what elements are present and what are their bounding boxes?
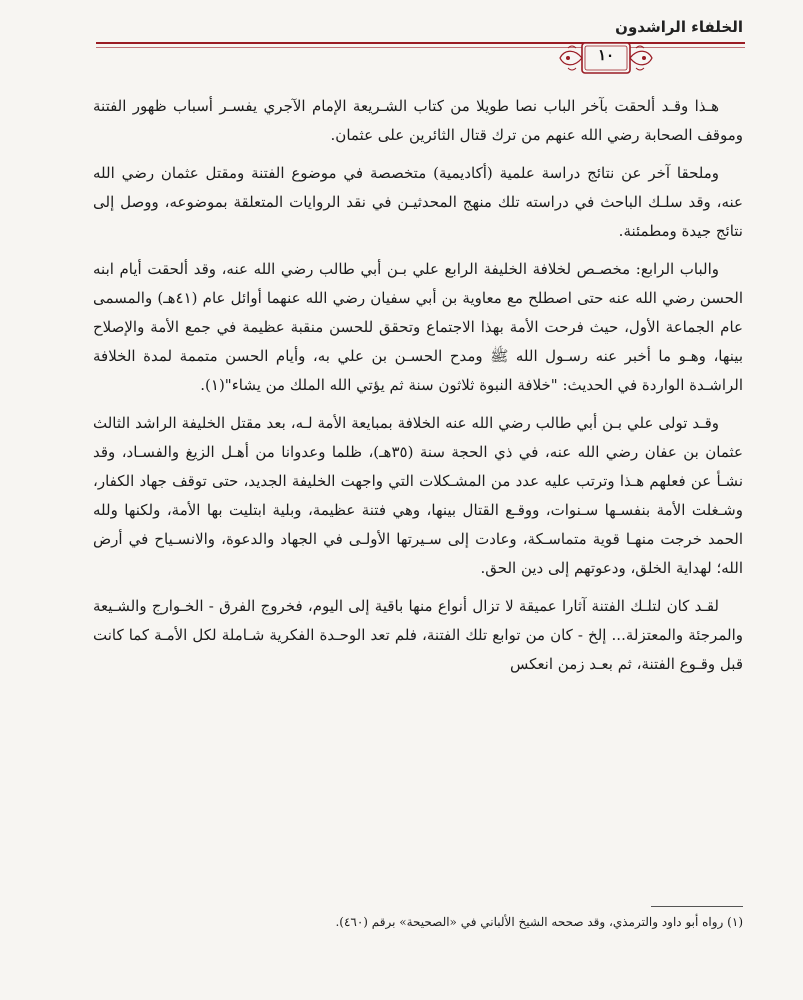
footnote-separator <box>651 906 743 907</box>
paragraph: والباب الرابع: مخصـص لخلافة الخليفة الرابع علي بـن أبي طالب رضي الله عنه، وقد ألحقت أيام ابنه الحسن رضي الله عنه حتى اصطلح مع معاوية بن أبي سفيان رضي الله عنهما أوائل عام (٤١هـ) والمسمى عام الجماعة الأول، حيث فرحت الأمة بهذا الاجتماع وتحقق للحسن منقبة عظيمة في جمع الأمة والإصلاح بينها، وهـو ما أخبر عنه رسـول الله ﷺ ومدح الحسـن بن علي به، وأيام الحسن متممة لمدة الخلافة الراشـدة الواردة في الحديث: "خلافة النبوة ثلاثون سنة ثم يؤتي الله الملك من يشاء"(١). <box>93 260 743 394</box>
paragraph: وملحقا آخر عن نتائج دراسة علمية (أكاديمية) متخصصة في موضوع الفتنة ومقتل عثمان رضي الله عنه، وقد سلـك الباحث في دراسته تلك منهج المحدثيـن في نقد الروايات المتعلقة بموضوعه، ووصل إلى نتائج جيدة ومطمئنة. <box>93 164 743 240</box>
footnote: (١) رواه أبو داود والترمذي، وقد صححه الشيخ الألباني في «الصحيحة» برقم (٤٦٠). <box>335 915 743 929</box>
page-number: ١٠ <box>597 46 615 64</box>
running-header-title: الخلفاء الراشدون <box>615 18 743 36</box>
paragraph: هـذا وقـد ألحقت بآخر الباب نصا طويلا من كتاب الشـريعة الإمام الآجري يفسـر أسباب ظهور الفتنة وموقف الصحابة رضي الله عنهم من ترك قتال الثائرين على عثمان. <box>93 97 743 144</box>
paragraph: وقـد تولى علي بـن أبي طالب رضي الله عنه الخلافة بمبايعة الأمة لـه، بعد مقتل الخليفة الراشد الثالث عثمان بن عفان رضي الله عنه، في ذي الحجة سنة (٣٥هـ)، ظلما وعدوانا من أهـل الزيغ والفسـاد، وقد نشـأ عن فعلهم هـذا وترتب عليه عدد من المشـكلات التي واجهت الخليفة الجديد، حتى توقف جهاد الكفار، وشـغلت الأمة بنفسـها سـنوات، ووقـع القتال بينها، وهي فتنة عظيمة، وبلية ابتليت بها الأمة، ولكنها ولله الحمد خرجت منهـا قوية متماسـكة، وعادت إلى سـيرتها الأولـى في الجهاد والدعوة، والانسـياح في أرض الله؛ لهداية الخلق، ودعوتهم إلى دين الحق. <box>93 414 743 577</box>
paragraph: لقـد كان لتلـك الفتنة آثارا عميقة لا تزال أنواع منها باقية إلى اليوم، فخروج الفرق - الخـوارج والشـيعة والمرجئة والمعتزلة... إلخ - كان من توابع تلك الفتنة، فلم تعد الوحـدة الفكرية شـاملة لكل الأمـة كما كانت قبل وقـوع الفتنة، ثم بعـد زمن انعكس <box>93 597 743 673</box>
page-body <box>93 92 743 688</box>
